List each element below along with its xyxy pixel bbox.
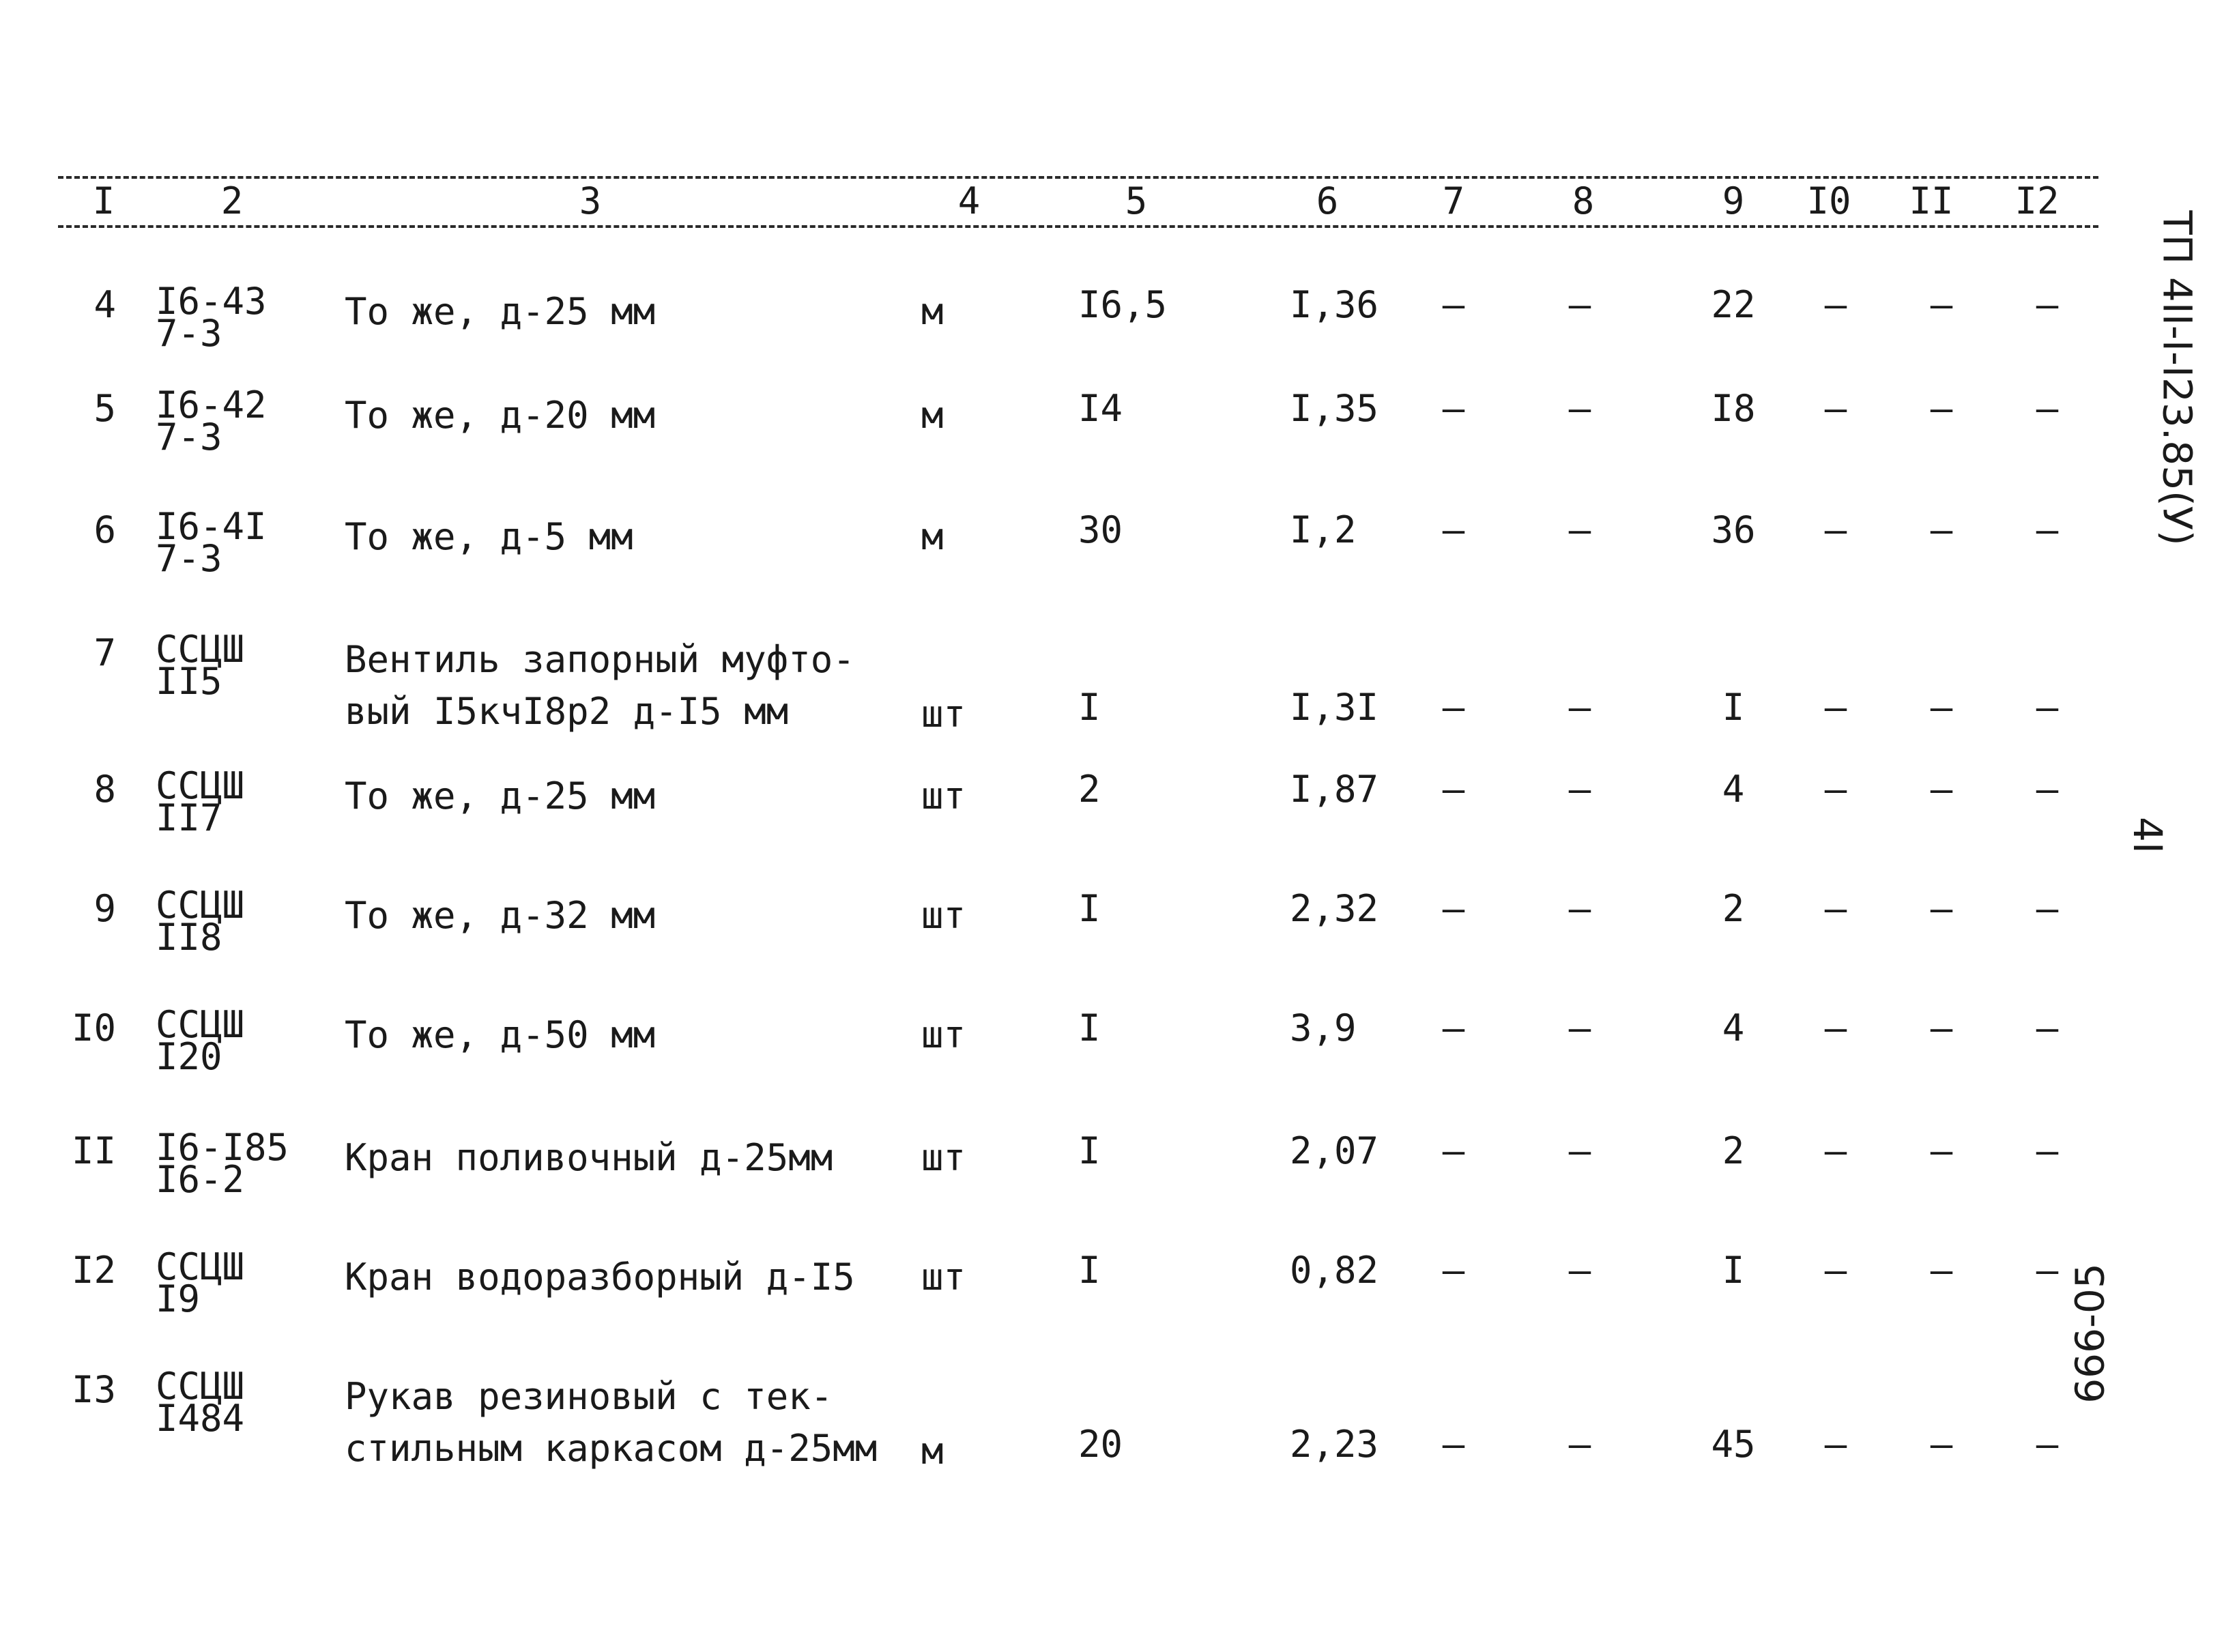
row-number: 6 (93, 508, 116, 551)
header-col-12: I2 (2014, 179, 2060, 222)
header-col-3: 3 (579, 179, 602, 222)
row-col9: 2 (1722, 1129, 1745, 1172)
row-code-line: I6-42 (156, 383, 267, 426)
row-col7: – (1442, 1129, 1465, 1172)
row-unit: шт (921, 774, 966, 817)
row-col9: 36 (1711, 508, 1756, 551)
row-code-line: 7-3 (156, 415, 222, 459)
row-col7: – (1442, 508, 1465, 551)
row-code-line: I6-43 (156, 280, 267, 323)
row-col10: – (1824, 1249, 1847, 1292)
row-name (345, 390, 655, 442)
row-col12: – (2036, 283, 2059, 326)
header-col-2: 2 (220, 179, 244, 222)
row-number: 5 (93, 387, 116, 430)
row-name-line: Рукав резиновый с тек- (345, 1375, 833, 1418)
row-col11: – (1930, 1006, 1953, 1049)
row-col10: – (1824, 1129, 1847, 1172)
row-code (156, 884, 245, 959)
row-col11: – (1930, 686, 1953, 729)
sheet-code: 666-05 (2066, 1263, 2113, 1404)
row-col8: – (1568, 768, 1591, 811)
row-code-line: ССЦШ (156, 628, 245, 671)
row-code-line: I20 (156, 1034, 222, 1078)
row-col6: 2,07 (1290, 1129, 1379, 1172)
row-col10: – (1824, 887, 1847, 930)
row-col7: – (1442, 768, 1465, 811)
row-code-line: ССЦШ (156, 884, 245, 927)
row-col12: – (2036, 1249, 2059, 1292)
row-code-line: I6-I85 (156, 1126, 289, 1169)
row-col12: – (2036, 686, 2059, 729)
row-code (156, 505, 267, 580)
row-quantity: I4 (1078, 387, 1123, 430)
row-code-line: I9 (156, 1277, 201, 1320)
row-code-line: ССЦШ (156, 1365, 245, 1408)
row-unit: шт (921, 693, 966, 736)
row-code (156, 1245, 245, 1320)
row-col11: – (1930, 387, 1953, 430)
row-col7: – (1442, 283, 1465, 326)
row-unit: м (921, 290, 944, 333)
row-col10: – (1824, 1006, 1847, 1049)
row-col8: – (1568, 283, 1591, 326)
row-code-line: ССЦШ (156, 1003, 245, 1046)
row-name-line: Кран водоразборный д-I5 (345, 1256, 855, 1299)
row-name (345, 1133, 833, 1185)
header-col-5: 5 (1125, 179, 1148, 222)
row-col12: – (2036, 1129, 2059, 1172)
row-unit: м (921, 515, 944, 558)
row-name (345, 771, 655, 823)
row-code (156, 280, 267, 355)
row-col8: – (1568, 1129, 1591, 1172)
row-number: I3 (71, 1368, 116, 1411)
header-col-7: 7 (1442, 179, 1465, 222)
row-unit: шт (921, 1256, 966, 1299)
row-col11: – (1930, 887, 1953, 930)
row-col9: 2 (1722, 887, 1745, 930)
row-quantity: 2 (1078, 768, 1101, 811)
row-name-line: То же, д-5 мм (345, 515, 633, 558)
row-quantity: 20 (1078, 1423, 1123, 1466)
row-unit: м (921, 1430, 944, 1473)
row-name-line: То же, д-50 мм (345, 1013, 656, 1056)
row-name (345, 1372, 877, 1476)
row-col6: I,35 (1290, 387, 1379, 430)
row-code (156, 764, 245, 839)
row-col6: 2,23 (1290, 1423, 1379, 1466)
row-col8: – (1568, 686, 1591, 729)
row-number: 9 (93, 887, 116, 930)
row-col12: – (2036, 508, 2059, 551)
row-unit: шт (921, 1136, 966, 1179)
row-col12: – (2036, 1006, 2059, 1049)
row-col8: – (1568, 387, 1591, 430)
header-col-10: I0 (1806, 179, 1851, 222)
row-col9: 22 (1711, 283, 1756, 326)
row-col7: – (1442, 686, 1465, 729)
row-unit: шт (921, 1013, 966, 1056)
row-quantity: I (1078, 1006, 1101, 1049)
row-col9: 45 (1711, 1423, 1756, 1466)
row-col6: 2,32 (1290, 887, 1379, 930)
row-code-line: ССЦШ (156, 1245, 245, 1288)
row-col10: – (1824, 686, 1847, 729)
page-number: 4I (2124, 816, 2171, 854)
table-header-rule (58, 225, 2098, 228)
row-col6: 3,9 (1290, 1006, 1357, 1049)
row-number: 7 (93, 631, 116, 674)
row-col7: – (1442, 1423, 1465, 1466)
row-code-line: II5 (156, 659, 222, 703)
row-name-line: То же, д-20 мм (345, 394, 656, 437)
header-col-8: 8 (1572, 179, 1595, 222)
row-col6: 0,82 (1290, 1249, 1379, 1292)
row-col10: – (1824, 283, 1847, 326)
row-col10: – (1824, 387, 1847, 430)
row-col10: – (1824, 508, 1847, 551)
row-name-line: вый I5кчI8р2 д-I5 мм (345, 690, 789, 734)
row-name (345, 287, 655, 338)
row-col6: I,3I (1290, 686, 1379, 729)
row-code (156, 1365, 245, 1440)
row-name-line: То же, д-32 мм (345, 894, 656, 937)
row-col9: I8 (1711, 387, 1756, 430)
row-col12: – (2036, 1423, 2059, 1466)
row-col11: – (1930, 1129, 1953, 1172)
row-name (345, 512, 633, 564)
row-number: 8 (93, 768, 116, 811)
row-col7: – (1442, 1249, 1465, 1292)
row-number: 4 (93, 283, 116, 326)
row-col8: – (1568, 887, 1591, 930)
row-code-line: 7-3 (156, 536, 222, 580)
row-quantity: I (1078, 686, 1101, 729)
row-quantity: I (1078, 1129, 1101, 1172)
row-number: I2 (71, 1249, 116, 1292)
row-quantity: 30 (1078, 508, 1123, 551)
document-code: ТП 4II-I-I23.85(У) (2154, 210, 2201, 546)
table-top-rule (58, 176, 2098, 179)
row-name (345, 1010, 655, 1062)
row-col6: I,87 (1290, 768, 1379, 811)
row-name (345, 635, 855, 739)
row-col11: – (1930, 283, 1953, 326)
row-col12: – (2036, 768, 2059, 811)
row-name-line: стильным каркасом д-25мм (345, 1427, 878, 1470)
row-col9: I (1722, 686, 1745, 729)
header-col-1: I (92, 179, 115, 222)
row-col9: 4 (1722, 1006, 1745, 1049)
row-col12: – (2036, 887, 2059, 930)
row-code-line: II8 (156, 915, 222, 959)
row-code (156, 383, 267, 459)
row-col8: – (1568, 508, 1591, 551)
row-col10: – (1824, 768, 1847, 811)
row-col8: – (1568, 1249, 1591, 1292)
row-name (345, 1252, 855, 1304)
row-quantity: I6,5 (1078, 283, 1168, 326)
row-code-line: I6-2 (156, 1157, 245, 1201)
row-name (345, 890, 655, 942)
row-name-line: То же, д-25 мм (345, 290, 656, 333)
row-col11: – (1930, 508, 1953, 551)
row-col9: 4 (1722, 768, 1745, 811)
row-col9: I (1722, 1249, 1745, 1292)
row-code (156, 628, 245, 703)
row-col8: – (1568, 1006, 1591, 1049)
row-name-line: Вентиль запорный муфто- (345, 638, 855, 681)
row-col6: I,36 (1290, 283, 1379, 326)
row-quantity: I (1078, 887, 1101, 930)
row-col10: – (1824, 1423, 1847, 1466)
row-unit: шт (921, 894, 966, 937)
row-col11: – (1930, 768, 1953, 811)
row-col12: – (2036, 387, 2059, 430)
header-col-9: 9 (1722, 179, 1745, 222)
row-col6: I,2 (1290, 508, 1357, 551)
row-quantity: I (1078, 1249, 1101, 1292)
row-col8: – (1568, 1423, 1591, 1466)
row-unit: м (921, 394, 944, 437)
header-col-4: 4 (957, 179, 981, 222)
row-col11: – (1930, 1423, 1953, 1466)
row-code-line: 7-3 (156, 311, 222, 355)
row-col7: – (1442, 887, 1465, 930)
row-code (156, 1126, 289, 1201)
row-code-line: I484 (156, 1396, 245, 1440)
row-name-line: Кран поливочный д-25мм (345, 1136, 833, 1179)
header-col-6: 6 (1316, 179, 1339, 222)
row-col7: – (1442, 387, 1465, 430)
row-col11: – (1930, 1249, 1953, 1292)
row-code-line: ССЦШ (156, 764, 245, 807)
header-col-11: II (1909, 179, 1954, 222)
row-col7: – (1442, 1006, 1465, 1049)
row-code-line: II7 (156, 796, 222, 839)
row-number: I0 (71, 1006, 116, 1049)
row-code-line: I6-4I (156, 505, 267, 548)
row-name-line: То же, д-25 мм (345, 774, 656, 817)
row-number: II (71, 1129, 116, 1172)
row-code (156, 1003, 245, 1078)
